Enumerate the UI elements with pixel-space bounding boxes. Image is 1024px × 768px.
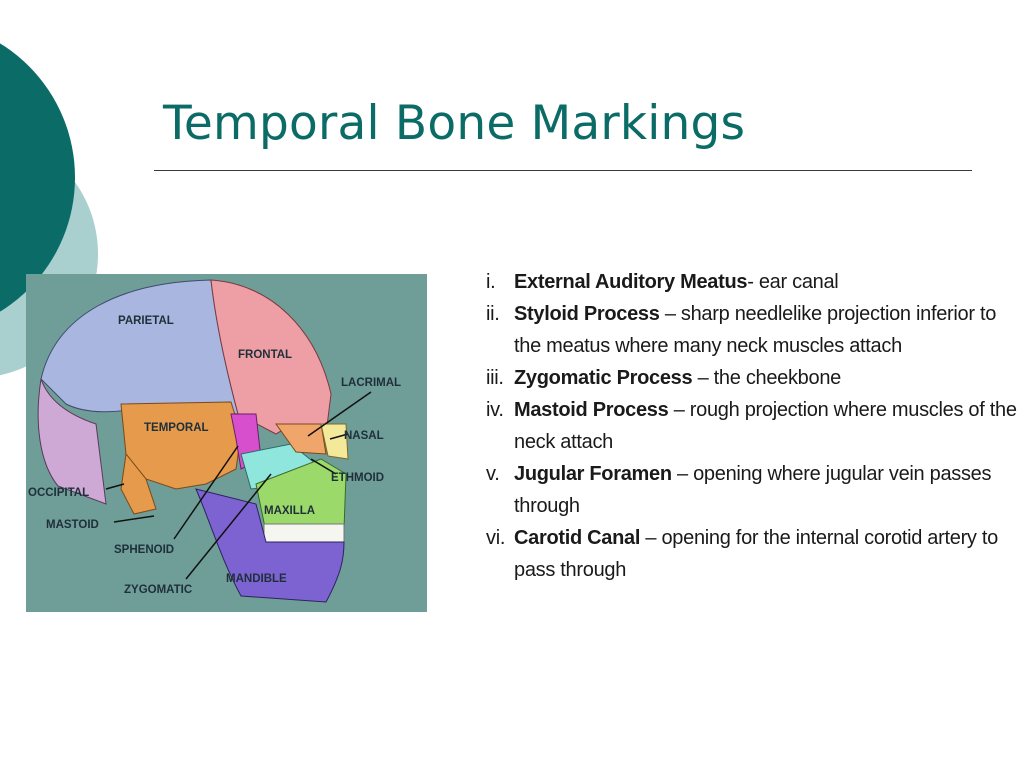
marking-description: opening for the internal corotid artery to pass through [514,527,998,581]
label-mandible: MANDIBLE [226,573,287,585]
label-zygomatic: ZYGOMATIC [124,584,193,596]
label-lacrimal: LACRIMAL [341,377,402,389]
label-nasal: NASAL [344,430,384,442]
marking-term: Mastoid Process [514,399,669,421]
marking-separator: - [747,271,759,293]
label-parietal: PARIETAL [118,315,174,327]
label-temporal: TEMPORAL [144,422,209,434]
list-item-text [514,394,1024,458]
list-item [458,458,1024,522]
label-ethmoid: ETHMOID [331,472,385,484]
label-mastoid: MASTOID [46,519,99,531]
list-item-text [514,458,1024,522]
list-numeral: i. [486,271,496,293]
list-item-text [514,522,1024,586]
list-numeral: iv. [486,399,504,421]
marking-separator: – [692,367,714,389]
marking-separator: – [659,303,681,325]
list-item [458,266,1024,298]
list-numeral: v. [486,463,500,485]
marking-description: sharp needlelike projection inferior to the meatus where many neck muscles attach [514,303,997,357]
list-numeral: ii. [486,303,500,325]
marking-term: External Auditory Meatus [514,271,748,293]
list-item [458,362,1024,394]
marking-description: ear canal [758,271,839,293]
skull-diagram [26,274,427,612]
skull-illustration [26,274,427,612]
marking-term: Styloid Process [514,303,660,325]
title-divider [154,170,972,171]
label-occipital: OCCIPITAL [28,487,90,499]
list-item-text [514,362,1024,394]
list-item [458,394,1024,458]
marking-term: Zygomatic Process [514,367,693,389]
marking-term: Jugular Foramen [514,463,672,485]
marking-separator: – [640,527,662,549]
list-item-text [514,266,1024,298]
label-maxilla: MAXILLA [264,505,316,517]
list-numeral: iii. [486,367,504,389]
list-item [458,522,1024,586]
label-sphenoid: SPHENOID [114,544,175,556]
label-frontal: FRONTAL [238,349,293,361]
marking-description: the cheekbone [713,367,841,389]
list-item-text [514,298,1024,362]
list-item [458,298,1024,362]
marking-term: Carotid Canal [514,527,641,549]
list-numeral: vi. [486,527,506,549]
marking-description: opening where jugular vein passes through [514,463,992,517]
marking-separator: – [671,463,694,485]
marking-description: rough projection where muscles of the neck attach [514,399,1017,453]
slide-title: Temporal Bone Markings [163,96,746,151]
marking-separator: – [668,399,690,421]
markings-list [458,266,1024,586]
